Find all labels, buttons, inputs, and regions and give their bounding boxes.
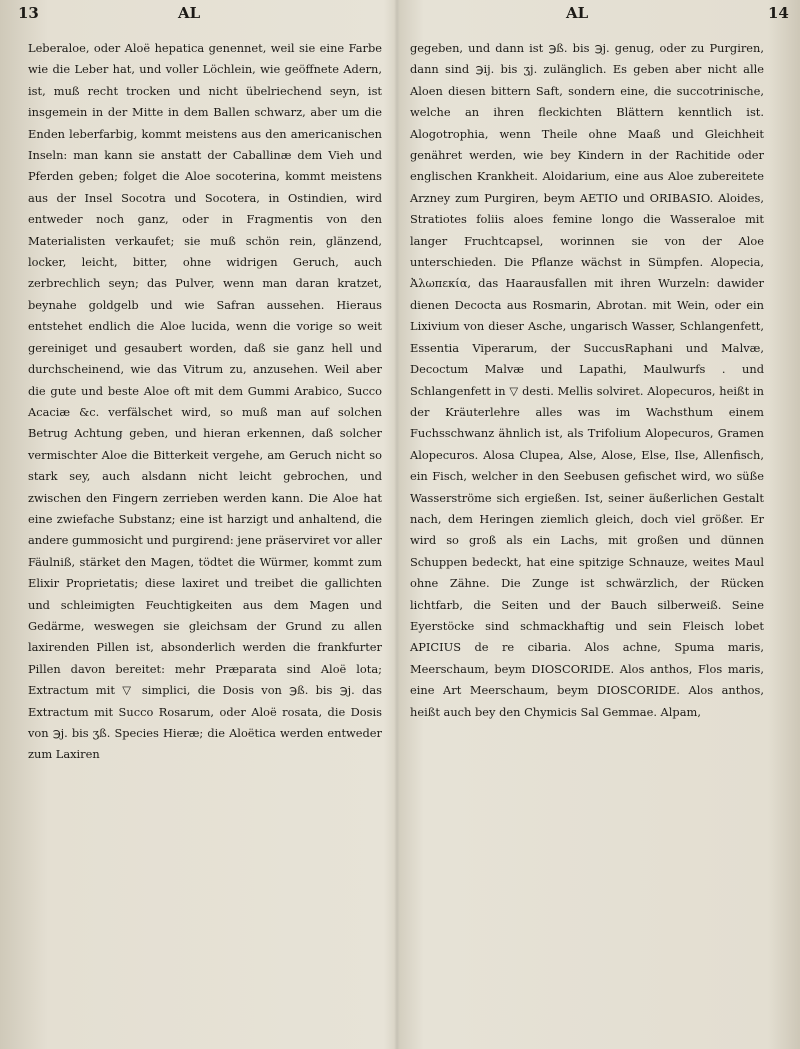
book-gutter: [394, 0, 400, 1049]
page-number-right: 14: [768, 4, 789, 22]
left-text-column: [28, 38, 382, 766]
right-column-text: gegeben, und dann ist ℈ß. bis ℈j. genug, oder zu Purgiren, dann sind ℈ij. bis ʒj. zulänglich. Es geben aber nicht alle Aloen diesen bittern Saft, sondern eine, die succotrinische, welche an ihren fleckichten Blättern kenntlich ist. Alogotrophia, wenn Theile ohne Maaß und Gleichheit genähret werden, wie bey Kindern in der Rachitide oder englischen Krankheit. Aloidarium, eine aus Aloe zubereitete Arzney zum Purgiren, beym AETIO und ORIBASIO. Aloides, Stratiotes foliis aloes femine longo die Wasseraloe mit langer Fruchtcapsel, worinnen sie von der Aloe unterschieden. Die Pflanze wächst in Sümpfen. Alopecia, Ἀλωπεκία, das Haarausfallen mit ihren Wurzeln: dawider dienen Decocta aus Rosmarin, Abrotan. mit Wein, oder ein Lixivium von dieser Asche, ungarisch Wasser, Schlangenfett, Essentia Viperarum, der SuccusRaphani und Malvæ, Decoctum Malvæ und Lapathi, Maulwurfs . und Schlangenfett in ▽ desti. Mellis solviret. Alopecuros, heißt in der Kräuterlehre alles was im Wachsthum einem Fuchsschwanz ähnlich ist, als Trifolium Alopecuros, Gramen Alopecuros. Alosa Clupea, Alse, Alose, Else, Ilse, Allenfisch, ein Fisch, welcher in den Seebusen gefischet wird, wo süße Wasserströme sich ergießen. Ist, seiner äußerlichen Gestalt nach, dem Heringen ziemlich gleich, doch viel größer. Er wird so groß als ein Lachs, mit großen und dünnen Schuppen bedeckt, hat eine spitzige Schnauze, weites Maul ohne Zähne. Die Zunge ist schwärzlich, der Rücken lichtfarb, die Seiten und der Bauch silberweiß. Seine Eyerstöcke sind schmackhaftig und sein Fleisch lobet APICIUS de re cibaria. Alos achne, Spuma maris, Meerschaum, beym DIOSCORIDE. Alos anthos, Flos maris, eine Art Meerschaum, beym DIOSCORIDE. Alos anthos, heißt auch bey den Chymicis Sal Gemmae. Alpam,: [410, 41, 764, 719]
right-text-column: [410, 38, 764, 723]
catchword-right: AL: [566, 4, 589, 22]
page-number-left: 13: [18, 4, 39, 22]
catchword-left: AL: [178, 4, 201, 22]
left-column-text: Leberaloe, oder Aloë hepatica genennet, weil sie eine Farbe wie die Leber hat, und voller Löchlein, wie geöffnete Adern, ist, muß recht trocken und nicht übelriechend seyn, ist insgemein in der Mitte in dem Ballen schwarz, aber um die Enden leberfarbig, kommt meistens aus den americanischen Inseln: man kann sie anstatt der Caballinæ dem Vieh und Pferden geben; folget die Aloe socoterina, kommt meistens aus der Insel Socotra und Socotera, in Ostindien, wird entweder noch ganz, oder in Fragmentis von den Materialisten verkaufet; sie muß schön rein, glänzend, locker, leicht, bitter, ohne widrigen Geruch, auch zerbrechlich seyn; das Pulver, wenn man daran kratzet, beynahe goldgelb und wie Safran aussehen. Hieraus entstehet endlich die Aloe lucida, wenn die vorige so weit gereiniget und gesaubert worden, daß sie ganz hell und durchscheinend, wie das Vitrum zu, anzusehen. Weil aber die gute und beste Aloe oft mit dem Gummi Arabico, Succo Acaciæ &c. verfälschet wird, so muß man auf solchen Betrug Achtung geben, und hieran erkennen, daß solcher vermischter Aloe die Bitterkeit vergehe, am Geruch nicht so stark sey, auch alsdann nicht leicht gebrochen, und zwischen den Fingern zerrieben werden kann. Die Aloe hat eine zwiefache Substanz; eine ist harzigt und anhaltend, die andere gummosicht und purgirend: jene präserviret vor aller Fäulniß, stärket den Magen, tödtet die Würmer, kommt zum Elixir Proprietatis; diese laxiret und treibet die gallichten und schleimigten Feuchtigkeiten aus dem Magen und Gedärme, weswegen sie gleichsam der Grund zu allen laxirenden Pillen ist, absonderlich werden die frankfurter Pillen davon bereitet: mehr Præparata sind Aloë lota; Extractum mit ▽ simplici, die Dosis von ℈ß. bis ℈j. das Extractum mit Succo Rosarum, oder Aloë rosata, die Dosis von ℈j. bis ʒß. Species Hieræ; die Aloëtica werden entweder zum Laxiren: [28, 41, 382, 762]
